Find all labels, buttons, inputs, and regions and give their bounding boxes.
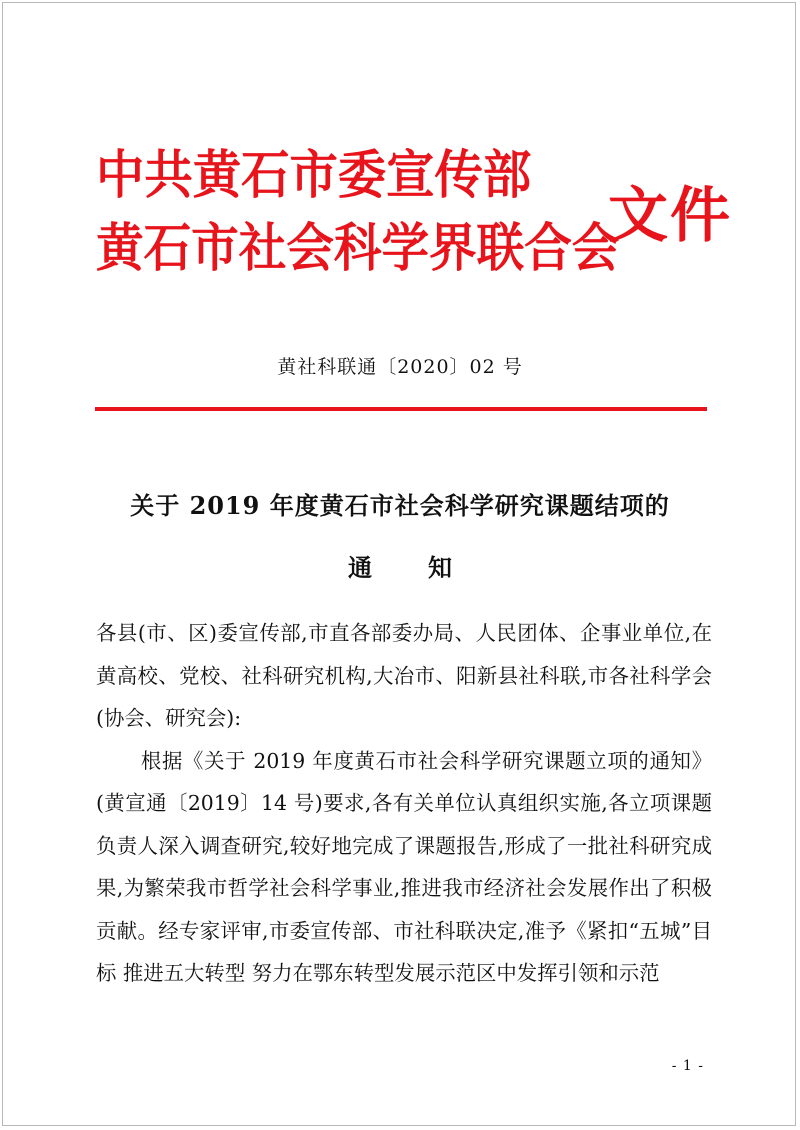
page-number: - 1 -: [671, 1058, 704, 1074]
notice-title-line-2: 通知: [348, 553, 508, 582]
document-header: [96, 146, 732, 296]
issuer-line-2: 黄石市社会科学界联合会: [96, 219, 620, 279]
document-type-label: 文件: [608, 181, 732, 251]
body-paragraph-1: 根据《关于 2019 年度黄石市社会科学研究课题立项的通知》(黄宣通〔2019〕14 号)要求,各有关单位认真组织实施,各立项课题负责人深入调查研究,较好地完成了课题报告,形成了一批社科研究成果,为繁荣我市哲学社会科学事业,推进我市经济社会发展作出了积极贡献。经专家评审,市委宣传部、市社科联决定,准予《紧扣“五城”目标 推进五大转型 努力在鄂东转型发展示范区中发挥引领和示范: [96, 748, 712, 985]
red-divider-line: [95, 407, 707, 411]
document-number: 黄社科联通〔2020〕02 号: [277, 356, 523, 378]
notice-body: [96, 612, 712, 995]
issuer-line-1: 中共黄石市委宣传部: [96, 146, 532, 206]
salutation-paragraph: 各县(市、区)委宣传部,市直各部委办局、人民团体、企事业单位,在黄高校、党校、社科研究机构,大冶市、阳新县社科联,市各社科学会(协会、研究会):: [96, 621, 712, 730]
notice-title-line-1: 关于 2019 年度黄石市社会科学研究课题结项的: [130, 491, 670, 520]
